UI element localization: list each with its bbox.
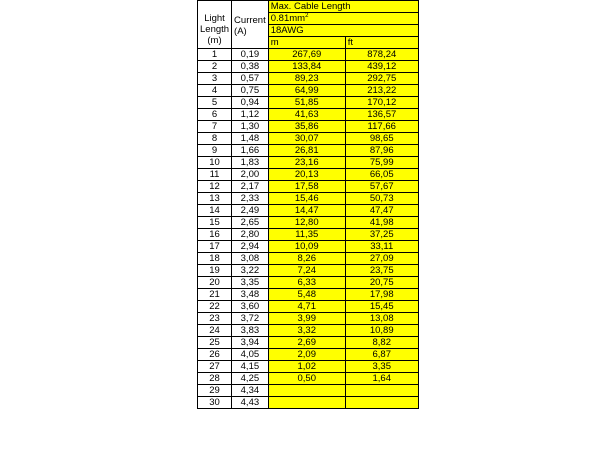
cell-max-length-ft: 10,89 xyxy=(345,325,418,337)
cell-current: 3,60 xyxy=(232,301,269,313)
table-row xyxy=(198,349,419,361)
table-row xyxy=(198,49,419,61)
table-row xyxy=(198,325,419,337)
cell-max-length-m: 5,48 xyxy=(268,289,345,301)
cell-current: 1,48 xyxy=(232,133,269,145)
table-row xyxy=(198,157,419,169)
cell-max-length-ft: 213,22 xyxy=(345,85,418,97)
cell-current: 4,05 xyxy=(232,349,269,361)
cell-light-length: 4 xyxy=(198,85,232,97)
header-current: Current (A) xyxy=(232,1,269,49)
cell-max-length-m xyxy=(268,397,345,409)
table-row xyxy=(198,61,419,73)
cell-current: 1,12 xyxy=(232,109,269,121)
cell-light-length: 25 xyxy=(198,337,232,349)
cell-light-length: 16 xyxy=(198,229,232,241)
table-row xyxy=(198,241,419,253)
cable-length-table xyxy=(197,0,419,409)
cell-max-length-ft: 33,11 xyxy=(345,241,418,253)
table-row xyxy=(198,361,419,373)
cell-light-length: 22 xyxy=(198,301,232,313)
header-max-cable-length: Max. Cable Length xyxy=(268,1,418,13)
cell-light-length: 23 xyxy=(198,313,232,325)
cell-max-length-ft: 57,67 xyxy=(345,181,418,193)
cell-max-length-m: 1,02 xyxy=(268,361,345,373)
table-row xyxy=(198,193,419,205)
cell-current: 0,75 xyxy=(232,85,269,97)
cell-light-length: 19 xyxy=(198,265,232,277)
cell-current: 3,35 xyxy=(232,277,269,289)
cell-current: 3,72 xyxy=(232,313,269,325)
cross-section-sup: 2 xyxy=(305,13,309,19)
cell-max-length-m: 11,35 xyxy=(268,229,345,241)
cell-max-length-m: 89,23 xyxy=(268,73,345,85)
cell-light-length: 13 xyxy=(198,193,232,205)
header-awg: 18AWG xyxy=(268,25,418,37)
cell-max-length-ft: 6,87 xyxy=(345,349,418,361)
cell-max-length-m: 30,07 xyxy=(268,133,345,145)
cell-max-length-ft: 878,24 xyxy=(345,49,418,61)
cell-light-length: 28 xyxy=(198,373,232,385)
table-row xyxy=(198,337,419,349)
cell-light-length: 12 xyxy=(198,181,232,193)
cell-light-length: 2 xyxy=(198,61,232,73)
cell-light-length: 6 xyxy=(198,109,232,121)
cell-current: 3,08 xyxy=(232,253,269,265)
cell-current: 4,25 xyxy=(232,373,269,385)
cell-current: 4,43 xyxy=(232,397,269,409)
cell-max-length-m: 3,32 xyxy=(268,325,345,337)
cell-max-length-ft: 20,75 xyxy=(345,277,418,289)
cell-current: 4,34 xyxy=(232,385,269,397)
cell-light-length: 14 xyxy=(198,205,232,217)
cell-max-length-ft: 13,08 xyxy=(345,313,418,325)
cell-max-length-m: 133,84 xyxy=(268,61,345,73)
table-row xyxy=(198,145,419,157)
table-row xyxy=(198,373,419,385)
header-unit-m: m xyxy=(268,37,345,49)
cell-max-length-ft: 66,05 xyxy=(345,169,418,181)
cell-current: 1,83 xyxy=(232,157,269,169)
table-row xyxy=(198,277,419,289)
cell-light-length: 15 xyxy=(198,217,232,229)
header-cross-section xyxy=(268,13,418,25)
cell-current: 3,83 xyxy=(232,325,269,337)
cell-current: 0,19 xyxy=(232,49,269,61)
cell-max-length-ft: 37,25 xyxy=(345,229,418,241)
cell-max-length-m: 3,99 xyxy=(268,313,345,325)
table-row xyxy=(198,109,419,121)
cell-max-length-ft: 439,12 xyxy=(345,61,418,73)
cell-current: 1,30 xyxy=(232,121,269,133)
table-row xyxy=(198,97,419,109)
cell-max-length-ft: 50,73 xyxy=(345,193,418,205)
cell-max-length-ft: 98,65 xyxy=(345,133,418,145)
cell-max-length-ft: 292,75 xyxy=(345,73,418,85)
table-row xyxy=(198,133,419,145)
cell-light-length: 11 xyxy=(198,169,232,181)
cell-current: 1,66 xyxy=(232,145,269,157)
cell-current: 4,15 xyxy=(232,361,269,373)
cell-max-length-m: 2,69 xyxy=(268,337,345,349)
table-row xyxy=(198,385,419,397)
cell-light-length: 29 xyxy=(198,385,232,397)
table-row xyxy=(198,229,419,241)
cell-max-length-m: 7,24 xyxy=(268,265,345,277)
cell-max-length-ft: 1,64 xyxy=(345,373,418,385)
table-row xyxy=(198,265,419,277)
table-row xyxy=(198,313,419,325)
cell-max-length-ft: 117,66 xyxy=(345,121,418,133)
cell-max-length-ft: 136,57 xyxy=(345,109,418,121)
cross-section-base: 0.81mm xyxy=(270,13,306,24)
table-row xyxy=(198,121,419,133)
cell-max-length-ft: 170,12 xyxy=(345,97,418,109)
cell-max-length-ft xyxy=(345,385,418,397)
cell-current: 2,17 xyxy=(232,181,269,193)
cell-current: 2,80 xyxy=(232,229,269,241)
cell-max-length-m: 41,63 xyxy=(268,109,345,121)
cell-max-length-m: 15,46 xyxy=(268,193,345,205)
header-light-length: Light Length (m) xyxy=(198,1,232,49)
cell-max-length-m: 17,58 xyxy=(268,181,345,193)
cell-max-length-ft: 87,96 xyxy=(345,145,418,157)
cell-light-length: 18 xyxy=(198,253,232,265)
cell-max-length-m: 4,71 xyxy=(268,301,345,313)
cell-max-length-m: 12,80 xyxy=(268,217,345,229)
cell-max-length-ft: 8,82 xyxy=(345,337,418,349)
cell-current: 2,94 xyxy=(232,241,269,253)
header-unit-ft: ft xyxy=(345,37,418,49)
table-row xyxy=(198,73,419,85)
cell-light-length: 8 xyxy=(198,133,232,145)
table-row xyxy=(198,181,419,193)
table-row xyxy=(198,85,419,97)
cell-max-length-m: 267,69 xyxy=(268,49,345,61)
cell-max-length-ft: 75,99 xyxy=(345,157,418,169)
cell-max-length-m: 26,81 xyxy=(268,145,345,157)
cell-max-length-m: 2,09 xyxy=(268,349,345,361)
cell-current: 3,94 xyxy=(232,337,269,349)
cell-max-length-ft: 3,35 xyxy=(345,361,418,373)
cell-current: 3,48 xyxy=(232,289,269,301)
cell-max-length-m: 10,09 xyxy=(268,241,345,253)
cell-light-length: 17 xyxy=(198,241,232,253)
table-row xyxy=(198,253,419,265)
cell-current: 0,94 xyxy=(232,97,269,109)
table-row xyxy=(198,301,419,313)
cell-max-length-ft xyxy=(345,397,418,409)
cell-light-length: 26 xyxy=(198,349,232,361)
header-row-1 xyxy=(198,1,419,13)
cell-max-length-m: 8,26 xyxy=(268,253,345,265)
cell-light-length: 7 xyxy=(198,121,232,133)
table-row xyxy=(198,217,419,229)
cell-max-length-m: 51,85 xyxy=(268,97,345,109)
cell-max-length-ft: 47,47 xyxy=(345,205,418,217)
cell-current: 2,00 xyxy=(232,169,269,181)
table-row xyxy=(198,169,419,181)
cell-max-length-ft: 15,45 xyxy=(345,301,418,313)
cell-current: 3,22 xyxy=(232,265,269,277)
cell-max-length-m: 0,50 xyxy=(268,373,345,385)
cell-light-length: 24 xyxy=(198,325,232,337)
cell-max-length-m xyxy=(268,385,345,397)
cell-light-length: 10 xyxy=(198,157,232,169)
table-row xyxy=(198,397,419,409)
cell-current: 0,57 xyxy=(232,73,269,85)
cell-current: 2,49 xyxy=(232,205,269,217)
table-row xyxy=(198,289,419,301)
cell-current: 2,65 xyxy=(232,217,269,229)
cell-max-length-ft: 23,75 xyxy=(345,265,418,277)
cell-light-length: 1 xyxy=(198,49,232,61)
cell-light-length: 20 xyxy=(198,277,232,289)
cell-light-length: 30 xyxy=(198,397,232,409)
cell-max-length-m: 20,13 xyxy=(268,169,345,181)
cell-light-length: 5 xyxy=(198,97,232,109)
cell-max-length-ft: 41,98 xyxy=(345,217,418,229)
cell-current: 2,33 xyxy=(232,193,269,205)
cell-light-length: 21 xyxy=(198,289,232,301)
cell-max-length-ft: 27,09 xyxy=(345,253,418,265)
cell-max-length-m: 23,16 xyxy=(268,157,345,169)
cell-max-length-m: 6,33 xyxy=(268,277,345,289)
table-row xyxy=(198,205,419,217)
cell-light-length: 9 xyxy=(198,145,232,157)
cell-light-length: 27 xyxy=(198,361,232,373)
cell-max-length-m: 35,86 xyxy=(268,121,345,133)
cell-max-length-m: 64,99 xyxy=(268,85,345,97)
cell-current: 0,38 xyxy=(232,61,269,73)
cell-max-length-m: 14,47 xyxy=(268,205,345,217)
cell-max-length-ft: 17,98 xyxy=(345,289,418,301)
cell-light-length: 3 xyxy=(198,73,232,85)
